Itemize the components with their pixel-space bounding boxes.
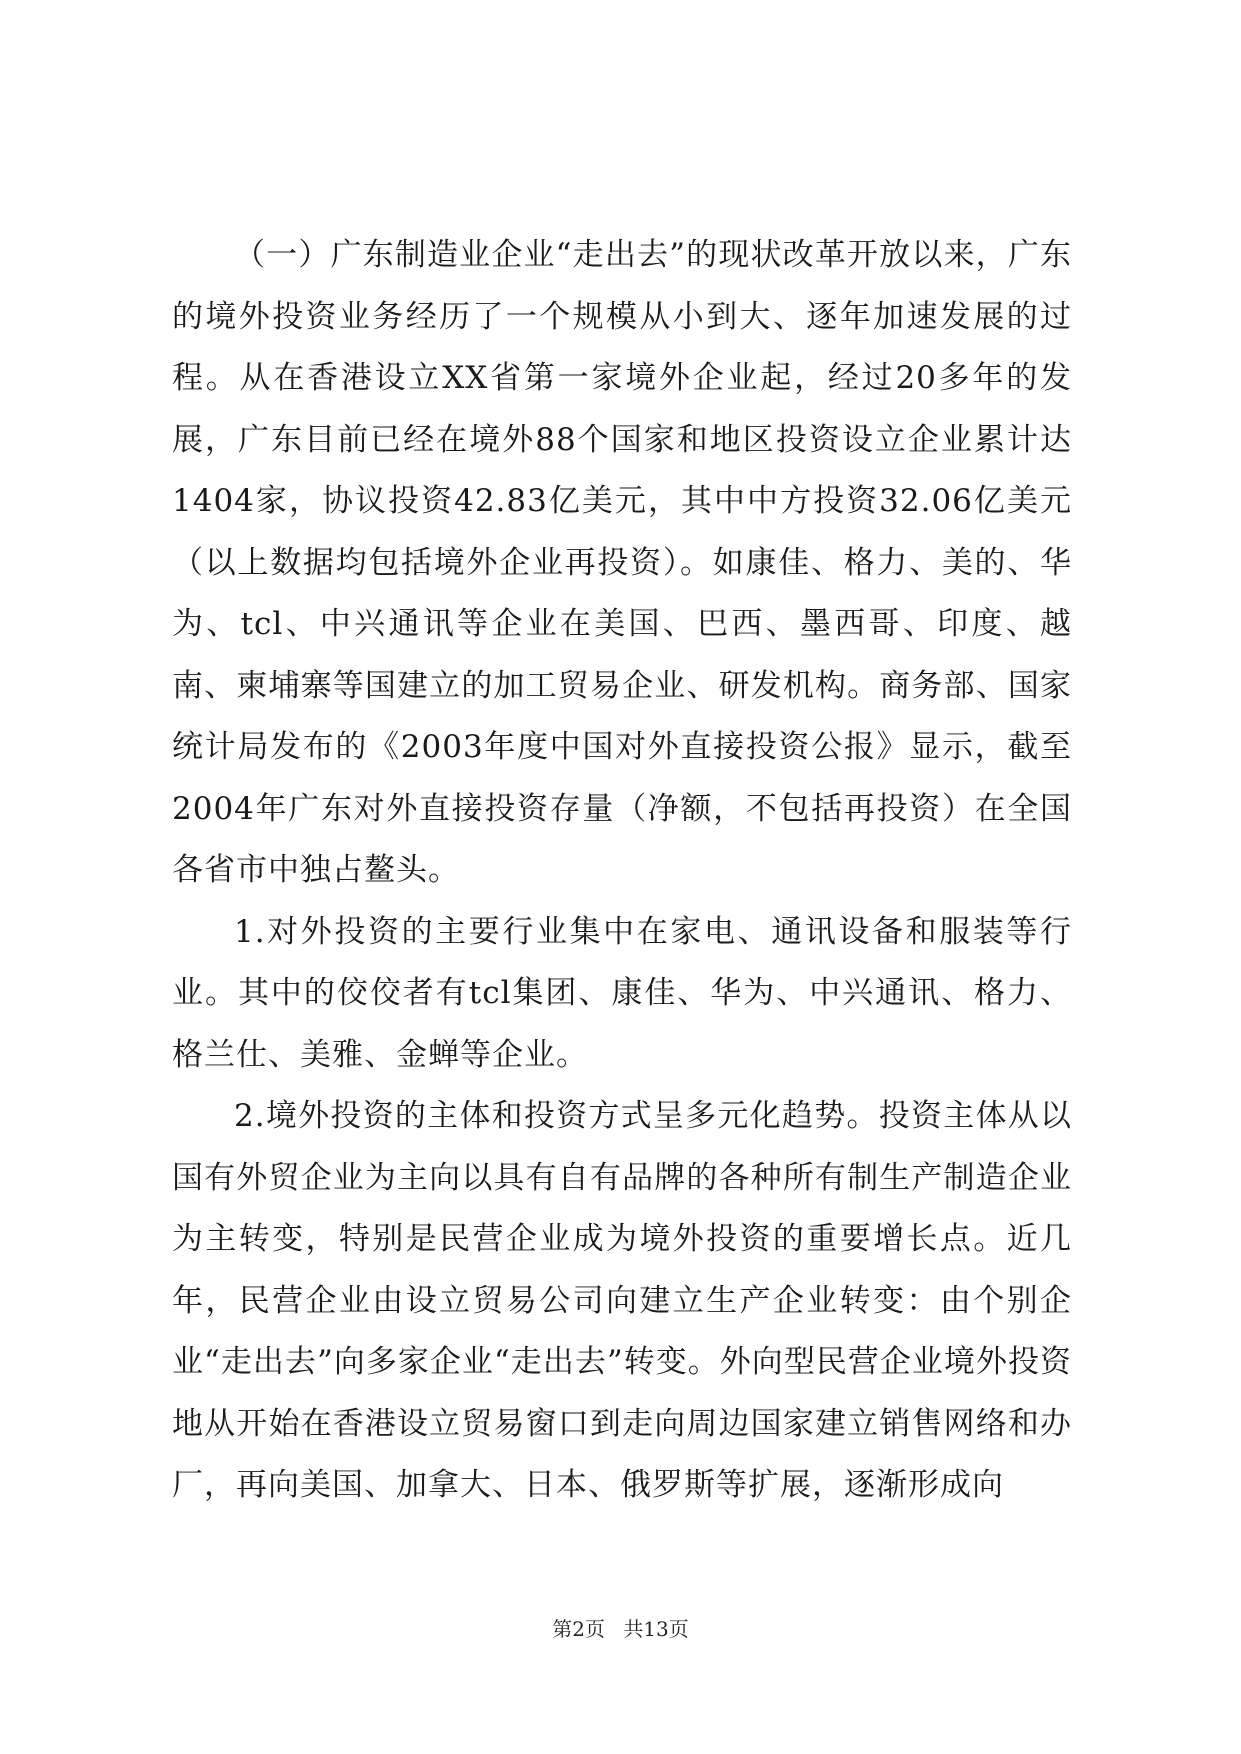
- page-total: 共13页: [623, 1617, 689, 1641]
- paragraph-overview: （一）广东制造业企业“走出去”的现状改革开放以来，广东的境外投资业务经历了一个规模从小到大、逐年加速发展的过程。从在香港设立XX省第一家境外企业起，经过20多年的发展，广东目前已经在境外88个国家和地区投资设立企业累计达1404家，协议投资42.83亿美元，其中中方投资32.06亿美元（以上数据均包括境外企业再投资）。如康佳、格力、美的、华为、tcl、中兴通讯等企业在美国、巴西、墨西哥、印度、越南、柬埔寨等国建立的加工贸易企业、研发机构。商务部、国家统计局发布的《2003年度中国对外直接投资公报》显示，截至2004年广东对外直接投资存量（净额，不包括再投资）在全国各省市中独占鳌头。: [172, 237, 1072, 888]
- page-number: 第2页: [552, 1617, 605, 1641]
- document-body: [172, 225, 1072, 1517]
- page-footer: [0, 1615, 1241, 1643]
- paragraph-diversification: 2.境外投资的主体和投资方式呈多元化趋势。投资主体从以国有外贸企业为主向以具有自有品牌的各种所有制生产制造企业为主转变，特别是民营企业成为境外投资的重要增长点。近几年，民营企业由设立贸易公司向建立生产企业转变：由个别企业“走出去”向多家企业“走出去”转变。外向型民营企业境外投资地从开始在香港设立贸易窗口到走向周边国家建立销售网络和办厂，再向美国、加拿大、日本、俄罗斯等扩展，逐渐形成向: [172, 1098, 1072, 1503]
- paragraph-industries: 1.对外投资的主要行业集中在家电、通讯设备和服装等行业。其中的佼佼者有tcl集团、康佳、华为、中兴通讯、格力、格兰仕、美雅、金蝉等企业。: [172, 913, 1072, 1073]
